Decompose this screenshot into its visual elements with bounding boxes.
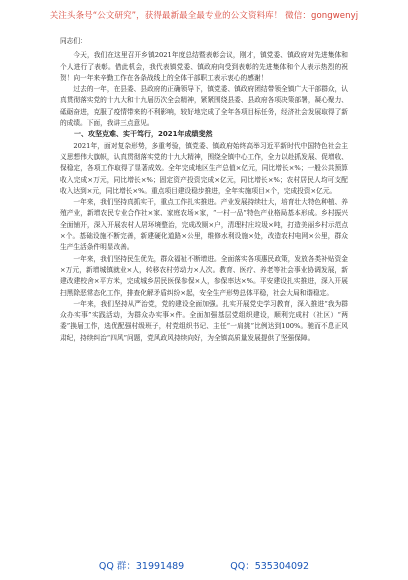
paragraph: 一年来，我们坚持民生优先，群众福祉不断增进。全面落实各项惠民政策，发放各类补贴资金×万元，新增城镇就业×人，转移农村劳动力×人次。教育、医疗、养老等社会事业协调发展，新建改建校舍×平方米，完成城乡居民医保参保×人，参保率达×%。平安建设扎实推进，深入开展扫黑除恶常态化工作，排查化解矛盾纠纷×起，安全生产形势总体平稳，社会大局和谐稳定。 (60, 254, 348, 297)
contact-footer (0, 556, 408, 574)
paragraph: 今天，我们在这里召开乡镇2021年度总结暨表彰会议，刚才，镇党委、镇政府对先进集体和个人进行了表彰。借此机会，我代表镇党委、镇政府向受到表彰的先进集体和个人表示热烈的祝贺！向一年来辛勤工作在各条战线上的全体干部职工表示衷心的感谢！ (60, 51, 348, 82)
paragraph: 过去的一年，在县委、县政府的正确领导下，镇党委、镇政府团结带领全镇广大干部群众，认真贯彻落实党的十九大和十九届历次全会精神，紧紧围绕县委、县政府各项决策部署，凝心聚力、砥砺奋进，克服了疫情带来的不利影响，较好地完成了全年各项目标任务，经济社会发展取得了新的成绩。下面，我讲三点意见。 (60, 85, 348, 128)
promo-banner (0, 0, 408, 30)
paragraph: 一年来，我们坚持从严治党，党的建设全面加强。扎实开展党史学习教育，深入推进“我为群众办实事”实践活动，为群众办实事×件。全面加强基层党组织建设，顺利完成村（社区）“两委”换届工作，选优配强村级班子，村党组织书记、主任“一肩挑”比例达到100%。驰而不息正风肃纪，持续纠治“四风”问题，党风政风持续向好，为全镇高质量发展提供了坚强保障。 (60, 299, 348, 342)
qq-contact: QQ：535304092 (230, 561, 310, 572)
qq-group: QQ 群：31991489 (98, 561, 185, 572)
paragraph: 2021年，面对复杂形势，多重考验，镇党委、镇政府始终高举习近平新时代中国特色社会主义思想伟大旗帜，认真贯彻落实党的十九大精神，围绕全镇中心工作，全力以赴抓发展、促增收、保稳定，各项工作取得了显著成效。全年完成地区生产总值×亿元，同比增长×%；一般公共预算收入完成×万元，同比增长×%；固定资产投资完成×亿元，同比增长×%；农村居民人均可支配收入达到×元，同比增长×%。重点项目建设稳步推进，全年实施项目×个，完成投资×亿元。 (60, 141, 348, 195)
greeting: 同志们： (60, 37, 87, 45)
promo-banner-text: 关注头条号“公文研究”，获得最新最全最专业的公文资料库！ 微信：gongwenyj (49, 11, 359, 21)
section-heading: 一、攻坚克难、实干笃行，2021年成绩斐然 (74, 130, 213, 139)
paragraph: 一年来，我们坚持真抓实干，重点工作扎实推进。产业发展持续壮大，培育壮大特色种植、养殖产业，新增农民专业合作社×家、家庭农场×家，“一村一品”特色产业格局基本形成。乡村振兴全面铺开，深入开展农村人居环境整治，完成改厕×户，清理村庄垃圾×吨，打造美丽乡村示范点×个。基础设施不断完善，新建硬化道路×公里，维修水利设施×处，改造农村电网×公里，群众生产生活条件明显改善。 (60, 198, 348, 252)
document-body (60, 36, 348, 344)
